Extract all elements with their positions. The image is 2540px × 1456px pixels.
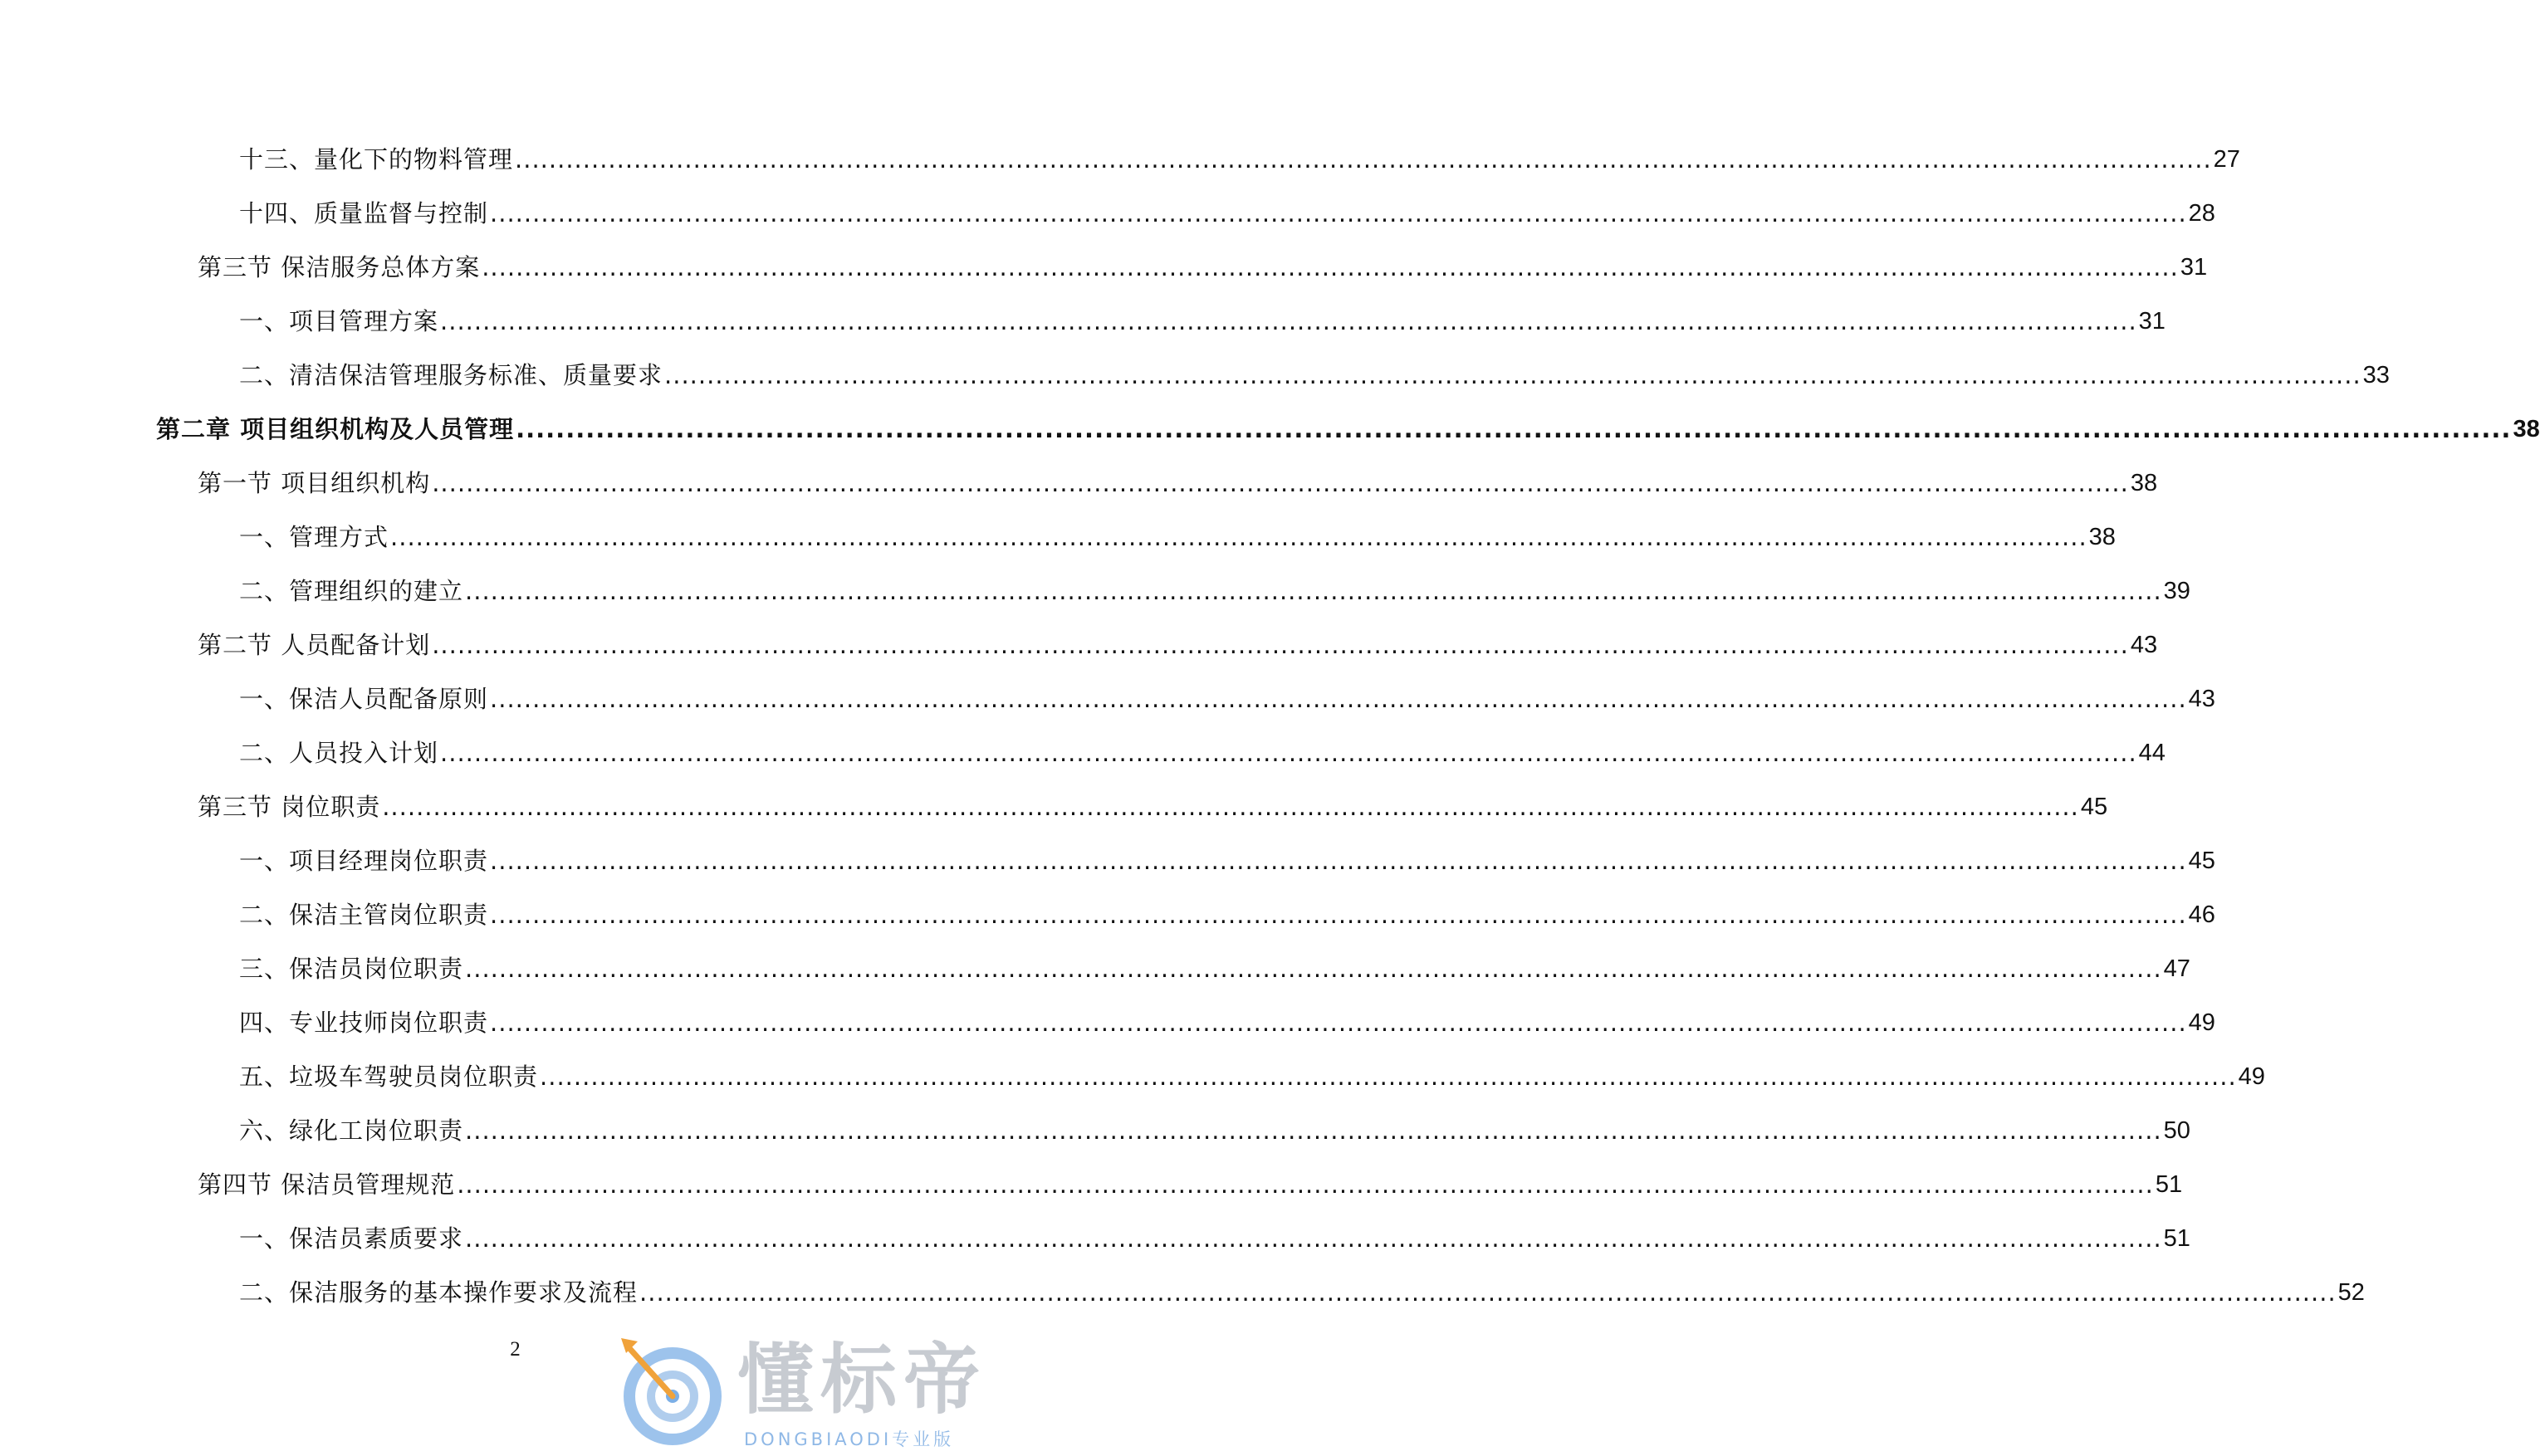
toc-dot-leader: ........................................................................................................................................................................................................ <box>516 415 2512 443</box>
toc-entry[interactable] <box>0 403 2540 457</box>
toc-dot-leader: ........................................................................................................................................................................................................ <box>490 199 2187 227</box>
toc-dot-leader: ........................................................................................................................................................................................................ <box>440 307 2137 335</box>
toc-entry[interactable] <box>0 457 2158 511</box>
toc-entry-page: 38 <box>2130 470 2158 496</box>
toc-entry-page: 51 <box>2155 1171 2183 1198</box>
table-of-contents <box>0 133 2540 1320</box>
toc-dot-leader: ........................................................................................................................................................................................................ <box>490 1009 2187 1037</box>
toc-entry[interactable] <box>0 1266 2365 1320</box>
toc-dot-leader: ........................................................................................................................................................................................................ <box>465 955 2162 983</box>
toc-dot-leader: ........................................................................................................................................................................................................ <box>515 145 2212 173</box>
toc-entry[interactable] <box>0 241 2208 295</box>
toc-entry-title: 二、管理组织的建立 <box>239 577 464 605</box>
toc-entry[interactable] <box>0 672 2215 726</box>
toc-entry-title: 一、保洁人员配备原则 <box>239 685 489 713</box>
toc-entry-page: 52 <box>2337 1279 2365 1306</box>
toc-entry-page: 28 <box>2188 200 2215 227</box>
toc-dot-leader: ........................................................................................................................................................................................................ <box>465 1224 2162 1253</box>
toc-entry-title: 二、清洁保洁管理服务标准、质量要求 <box>239 361 663 389</box>
toc-entry-page: 39 <box>2163 578 2190 604</box>
toc-entry[interactable] <box>0 942 2190 996</box>
toc-entry-page: 47 <box>2163 955 2190 982</box>
toc-dot-leader: ........................................................................................................................................................................................................ <box>639 1278 2337 1307</box>
watermark-logo <box>613 1328 1011 1453</box>
toc-entry-title: 一、项目经理岗位职责 <box>239 847 489 875</box>
toc-entry-title: 二、保洁服务的基本操作要求及流程 <box>239 1278 639 1307</box>
toc-entry[interactable] <box>0 133 2240 187</box>
toc-entry[interactable] <box>0 1050 2265 1104</box>
toc-dot-leader: ........................................................................................................................................................................................................ <box>490 847 2187 875</box>
toc-entry[interactable] <box>0 295 2166 349</box>
toc-entry-page: 38 <box>2513 416 2540 442</box>
toc-entry-page: 51 <box>2163 1225 2190 1252</box>
toc-dot-leader: ........................................................................................................................................................................................................ <box>540 1063 2237 1091</box>
page-number: 2 <box>510 1338 521 1361</box>
toc-entry[interactable] <box>0 1104 2190 1158</box>
toc-entry-title: 六、绿化工岗位职责 <box>239 1116 464 1145</box>
toc-entry-title: 十四、质量监督与控制 <box>239 199 489 227</box>
toc-entry-page: 33 <box>2362 362 2390 388</box>
toc-entry[interactable] <box>0 888 2215 942</box>
toc-entry-page: 46 <box>2188 901 2215 928</box>
toc-entry[interactable] <box>0 349 2390 403</box>
toc-entry[interactable] <box>0 726 2166 780</box>
toc-entry-title: 十三、量化下的物料管理 <box>239 145 514 173</box>
toc-entry[interactable] <box>0 1212 2190 1266</box>
toc-dot-leader: ........................................................................................................................................................................................................ <box>465 1116 2162 1145</box>
toc-entry[interactable] <box>0 511 2116 564</box>
watermark-title: 懂标帝 <box>737 1336 987 1424</box>
toc-dot-leader: ........................................................................................................................................................................................................ <box>490 685 2187 713</box>
toc-entry-title: 第二章 项目组织机构及人员管理 <box>156 415 515 443</box>
toc-entry-title: 一、项目管理方案 <box>239 307 439 335</box>
toc-dot-leader: ........................................................................................................................................................................................................ <box>390 523 2087 551</box>
toc-dot-leader: ........................................................................................................................................................................................................ <box>382 793 2079 821</box>
toc-entry-page: 31 <box>2138 308 2166 335</box>
toc-entry-page: 44 <box>2138 740 2166 766</box>
toc-entry-page: 45 <box>2188 848 2215 874</box>
toc-entry-title: 一、保洁员素质要求 <box>239 1224 464 1253</box>
toc-entry-page: 49 <box>2188 1009 2215 1036</box>
toc-entry-title: 一、管理方式 <box>239 523 389 551</box>
toc-dot-leader: ........................................................................................................................................................................................................ <box>432 631 2129 659</box>
toc-entry-title: 第二节 人员配备计划 <box>198 631 431 659</box>
toc-entry-title: 五、垃圾车驾驶员岗位职责 <box>239 1063 539 1091</box>
toc-entry-title: 第三节 保洁服务总体方案 <box>198 253 481 281</box>
toc-entry-page: 38 <box>2088 524 2116 550</box>
toc-dot-leader: ........................................................................................................................................................................................................ <box>490 901 2187 929</box>
toc-entry-page: 27 <box>2213 146 2240 173</box>
toc-entry[interactable] <box>0 187 2215 241</box>
toc-entry-title: 第四节 保洁员管理规范 <box>198 1170 456 1199</box>
toc-entry-title: 三、保洁员岗位职责 <box>239 955 464 983</box>
toc-entry[interactable] <box>0 1158 2183 1212</box>
target-arrow-icon <box>613 1328 729 1453</box>
toc-entry[interactable] <box>0 564 2190 618</box>
toc-entry[interactable] <box>0 618 2158 672</box>
toc-entry-page: 31 <box>2180 254 2208 281</box>
toc-dot-leader: ........................................................................................................................................................................................................ <box>465 577 2162 605</box>
toc-entry-title: 第三节 岗位职责 <box>198 793 381 821</box>
toc-dot-leader: ........................................................................................................................................................................................................ <box>457 1170 2154 1199</box>
toc-entry-title: 二、保洁主管岗位职责 <box>239 901 489 929</box>
toc-entry[interactable] <box>0 834 2215 888</box>
toc-entry-title: 二、人员投入计划 <box>239 739 439 767</box>
toc-entry-page: 49 <box>2238 1063 2265 1090</box>
toc-entry[interactable] <box>0 780 2108 834</box>
toc-dot-leader: ........................................................................................................................................................................................................ <box>440 739 2137 767</box>
watermark-subtitle: DONGBIAODI专业版 <box>744 1429 955 1449</box>
toc-entry-page: 45 <box>2080 794 2108 820</box>
toc-dot-leader: ........................................................................................................................................................................................................ <box>482 253 2179 281</box>
toc-entry-page: 43 <box>2130 632 2158 658</box>
toc-entry-page: 50 <box>2163 1117 2190 1144</box>
toc-dot-leader: ........................................................................................................................................................................................................ <box>432 469 2129 497</box>
toc-entry-title: 第一节 项目组织机构 <box>198 469 431 497</box>
toc-dot-leader: ........................................................................................................................................................................................................ <box>664 361 2361 389</box>
toc-entry[interactable] <box>0 996 2215 1050</box>
toc-entry-page: 43 <box>2188 686 2215 712</box>
toc-entry-title: 四、专业技师岗位职责 <box>239 1009 489 1037</box>
